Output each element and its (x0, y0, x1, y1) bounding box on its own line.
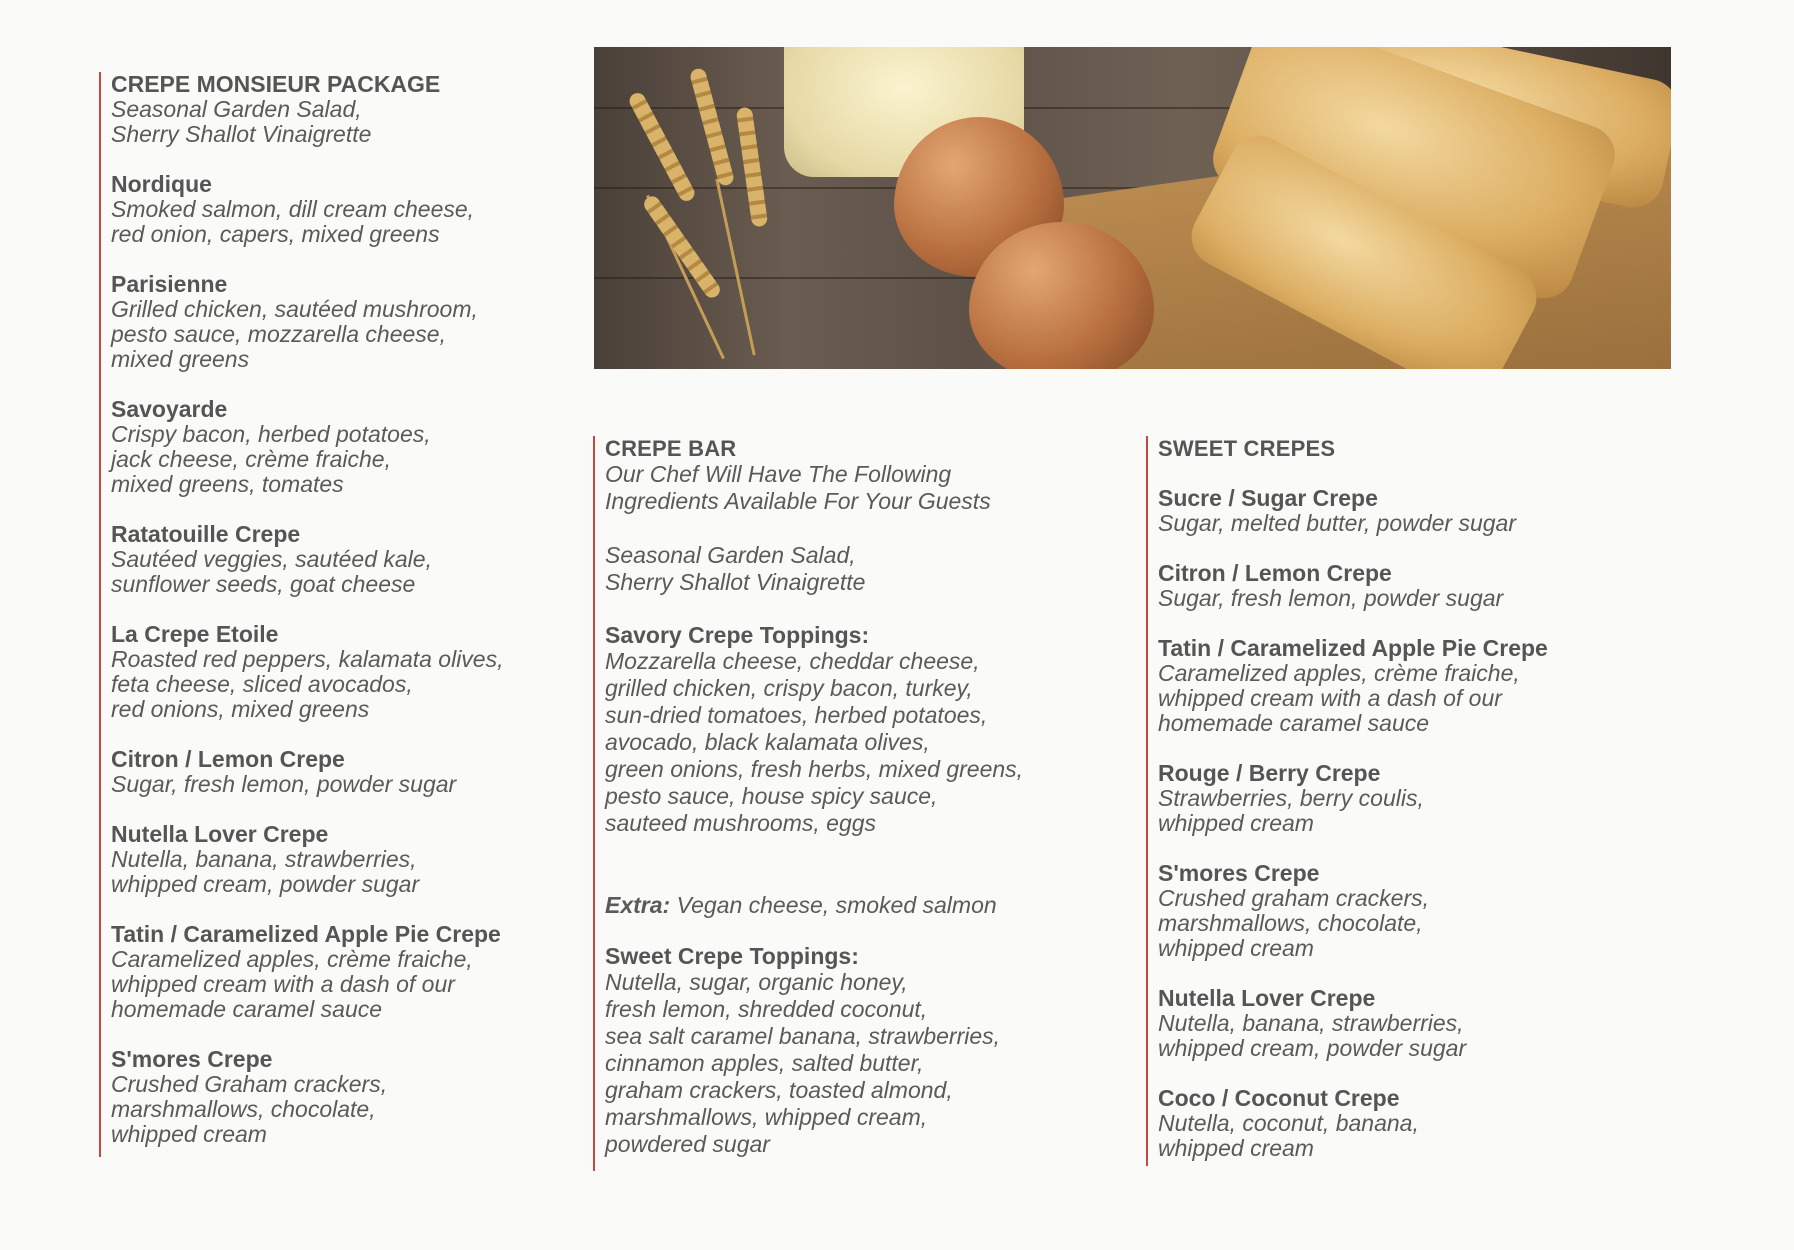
menu-item-description: Crushed Graham crackers, marshmallows, chocolate, whipped cream (111, 1071, 388, 1147)
section-title: SWEET CREPES (1158, 436, 1336, 461)
menu-item-description: Roasted red peppers, kalamata olives, feta cheese, sliced avocados, red onions, mixed greens (111, 646, 504, 722)
menu-item-description: Grilled chicken, sautéed mushroom, pesto sauce, mozzarella cheese, mixed greens (111, 296, 478, 372)
menu-item-title: Savoyarde (111, 396, 228, 422)
menu-item-description: Crushed graham crackers, marshmallows, chocolate, whipped cream (1158, 885, 1429, 961)
menu-item-description: Caramelized apples, crème fraiche, whipped cream with a dash of our homemade caramel sauce (111, 946, 473, 1022)
menu-item (111, 172, 559, 247)
left-menu-column (99, 72, 559, 1157)
menu-item (111, 822, 559, 897)
menu-item-title: CREPE MONSIEUR PACKAGE (111, 71, 441, 97)
menu-item (111, 522, 559, 597)
menu-item-description: Nutella, banana, strawberries, whipped cream, powder sugar (1158, 1010, 1467, 1061)
sweet-toppings-title: Sweet Crepe Toppings: (605, 943, 859, 969)
extra-label: Extra: (605, 892, 671, 918)
crepe-bar-salad: Seasonal Garden Salad, Sherry Shallot Vinaigrette (605, 542, 866, 595)
menu-item-description: Strawberries, berry coulis, whipped cream (1158, 785, 1424, 836)
sweet-toppings-list: Nutella, sugar, organic honey, fresh lemon, shredded coconut, sea salt caramel banana, strawberries, cinnamon apples, salted butter, graham crackers, toasted almond, marshmallows, whipped cream, powdered sugar (605, 969, 1001, 1157)
menu-item-description: Smoked salmon, dill cream cheese, red onion, capers, mixed greens (111, 196, 475, 247)
menu-item (1158, 761, 1686, 836)
menu-item-title: S'mores Crepe (1158, 860, 1320, 886)
menu-item-title: Rouge / Berry Crepe (1158, 760, 1381, 786)
menu-item-title: Ratatouille Crepe (111, 521, 301, 547)
menu-item-title: Nordique (111, 171, 212, 197)
menu-item-title: Nutella Lover Crepe (1158, 985, 1376, 1011)
menu-item-description: Nutella, coconut, banana, whipped cream (1158, 1110, 1419, 1161)
menu-item-title: Citron / Lemon Crepe (1158, 560, 1392, 586)
section-title: CREPE BAR (605, 436, 737, 461)
menu-item (111, 747, 559, 797)
menu-item (111, 922, 559, 1022)
wheat-ear (736, 106, 769, 227)
menu-item-description: Sautéed veggies, sautéed kale, sunflower seeds, goat cheese (111, 546, 432, 597)
menu-item (111, 72, 559, 147)
menu-item-title: Parisienne (111, 271, 228, 297)
menu-item-title: Tatin / Caramelized Apple Pie Crepe (1158, 635, 1548, 661)
crepe-bar-column (593, 436, 1123, 1171)
hero-image-crepes-eggs-wheat (594, 47, 1671, 369)
menu-item-description: Seasonal Garden Salad, Sherry Shallot Vinaigrette (111, 96, 372, 147)
menu-item-title: La Crepe Etoile (111, 621, 279, 647)
menu-item-description: Crispy bacon, herbed potatoes, jack cheese, crème fraiche, mixed greens, tomates (111, 421, 431, 497)
sweet-crepes-column (1146, 436, 1686, 1166)
menu-item (111, 622, 559, 722)
menu-item-title: S'mores Crepe (111, 1046, 273, 1072)
menu-item-description: Caramelized apples, crème fraiche, whipped cream with a dash of our homemade caramel sauce (1158, 660, 1520, 736)
menu-item-title: Sucre / Sugar Crepe (1158, 485, 1378, 511)
menu-item-title: Tatin / Caramelized Apple Pie Crepe (111, 921, 501, 947)
menu-item (1158, 636, 1686, 736)
menu-item-description: Nutella, banana, strawberries, whipped cream, powder sugar (111, 846, 420, 897)
menu-item (1158, 1086, 1686, 1161)
wheat-ear (641, 193, 723, 300)
menu-item (1158, 561, 1686, 611)
menu-item-description: Sugar, fresh lemon, powder sugar (1158, 585, 1504, 611)
menu-item-title: Nutella Lover Crepe (111, 821, 329, 847)
extra-toppings (605, 892, 1123, 919)
menu-item-description: Sugar, melted butter, powder sugar (1158, 510, 1516, 536)
wheat-ear (689, 67, 736, 187)
menu-item-title: Citron / Lemon Crepe (111, 746, 345, 772)
extra-text: Vegan cheese, smoked salmon (670, 892, 997, 918)
menu-item-description: Sugar, fresh lemon, powder sugar (111, 771, 457, 797)
menu-item (1158, 861, 1686, 961)
menu-item (111, 272, 559, 372)
menu-item (111, 1047, 559, 1147)
savory-toppings-list: Mozzarella cheese, cheddar cheese, grilled chicken, crispy bacon, turkey, sun-dried tomatoes, herbed potatoes, avocado, black kalamata olives, green onions, fresh herbs, mixed greens, pesto sauce, house spicy sauce, sauteed mushrooms, eggs (605, 648, 1024, 836)
menu-item-title: Coco / Coconut Crepe (1158, 1085, 1400, 1111)
savory-toppings-title: Savory Crepe Toppings: (605, 622, 870, 648)
menu-item (111, 397, 559, 497)
menu-item (1158, 486, 1686, 536)
crepe-bar-intro: Our Chef Will Have The Following Ingredients Available For Your Guests (605, 461, 991, 514)
menu-item (1158, 986, 1686, 1061)
